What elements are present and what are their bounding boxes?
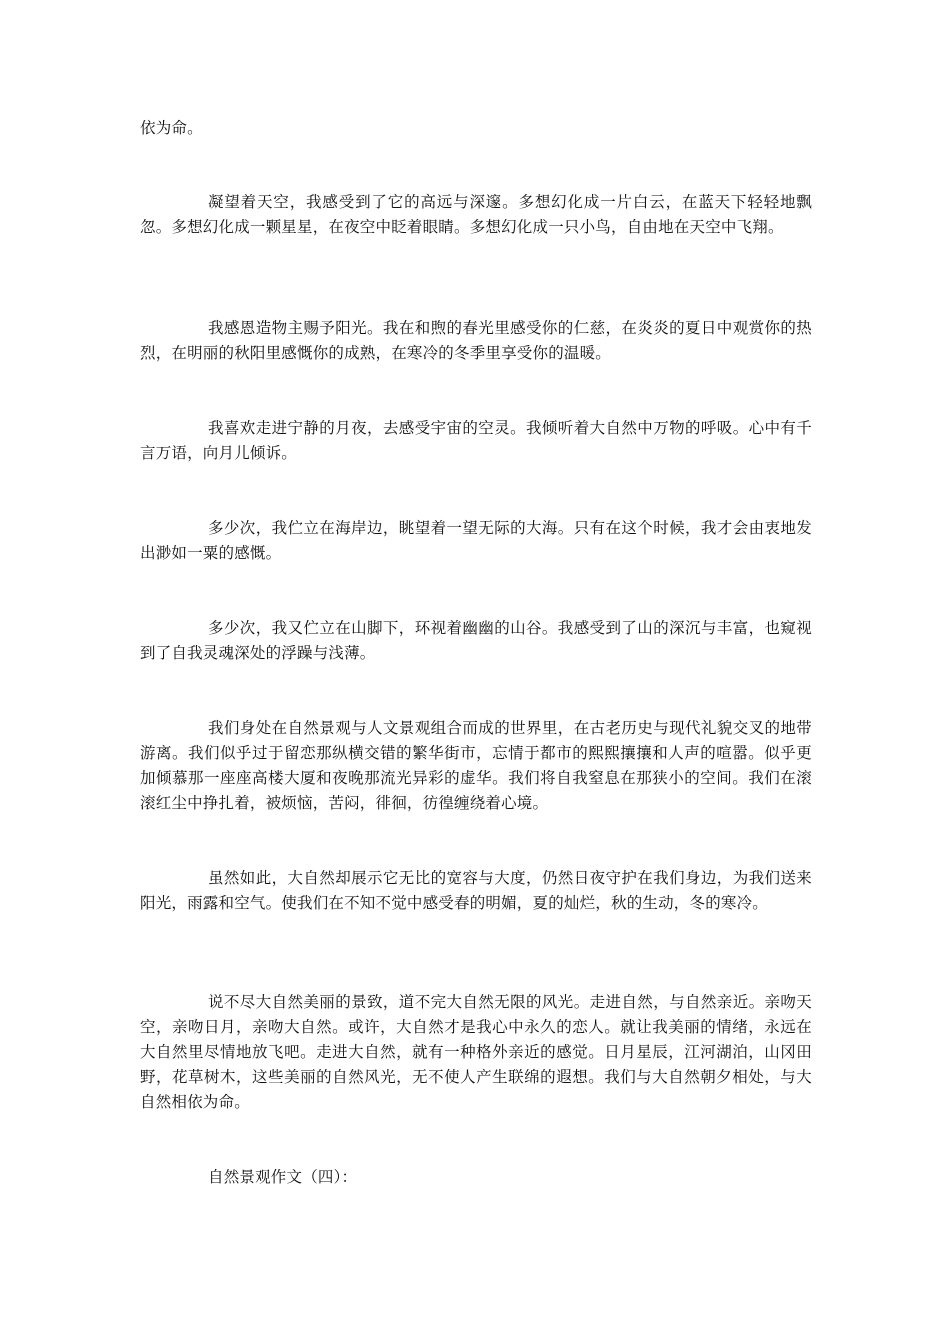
paragraph-conclusion: 说不尽大自然美丽的景致，道不完大自然无限的风光。走进自然，与自然亲近。亲吻天空，亲吻日月，亲吻大自然。或许，大自然才是我心中永久的恋人。就让我美丽的情绪，永远在大自然里尽情地放飞吧。走进大自然，就有一种格外亲近的感觉。日月星辰，江河湖泊，山冈田野，花草树木，这些美丽的自然风光，无不使人产生联绵的遐想。我们与大自然朝夕相处，与大自然相依为命。 [140,993,812,1111]
section-heading: 自然景观作文（四）： [208,1168,358,1186]
paragraph-mountain: 多少次，我又伫立在山脚下，环视着幽幽的山谷。我感受到了山的深沉与丰富，也窥视到了自我灵魂深处的浮躁与浅薄。 [140,619,812,662]
paragraph-city: 我们身处在自然景观与人文景观组合而成的世界里，在古老历史与现代礼貌交叉的地带游离。我们似乎过于留恋那纵横交错的繁华街市，忘情于都市的熙熙攘攘和人声的喧嚣。似乎更加倾慕那一座座高楼大厦和夜晚那流光异彩的虚华。我们将自我窒息在那狭小的空间。我们在滚滚红尘中挣扎着，被烦恼，苦闷，徘徊，彷徨缠绕着心境。 [140,719,812,812]
paragraph-continuation: 依为命。 [140,119,203,137]
paragraph-sky: 凝望着天空，我感受到了它的高远与深邃。多想幻化成一片白云，在蓝天下轻轻地飘忽。多想幻化成一颗星星，在夜空中眨着眼睛。多想幻化成一只小鸟，自由地在天空中飞翔。 [140,193,812,236]
paragraph-moonlit-night: 我喜欢走进宁静的月夜，去感受宇宙的空灵。我倾听着大自然中万物的呼吸。心中有千言万语，向月儿倾诉。 [140,419,812,462]
paragraph-sea: 多少次，我伫立在海岸边，眺望着一望无际的大海。只有在这个时候，我才会由衷地发出渺如一粟的感慨。 [140,519,812,562]
paragraph-nature-tolerance: 虽然如此，大自然却展示它无比的宽容与大度，仍然日夜守护在我们身边，为我们送来阳光，雨露和空气。使我们在不知不觉中感受春的明媚，夏的灿烂，秋的生动，冬的寒冷。 [140,869,812,912]
paragraph-sunlight: 我感恩造物主赐予阳光。我在和煦的春光里感受你的仁慈，在炎炎的夏日中观赏你的热烈，在明丽的秋阳里感慨你的成熟，在寒冷的冬季里享受你的温暖。 [140,319,812,362]
